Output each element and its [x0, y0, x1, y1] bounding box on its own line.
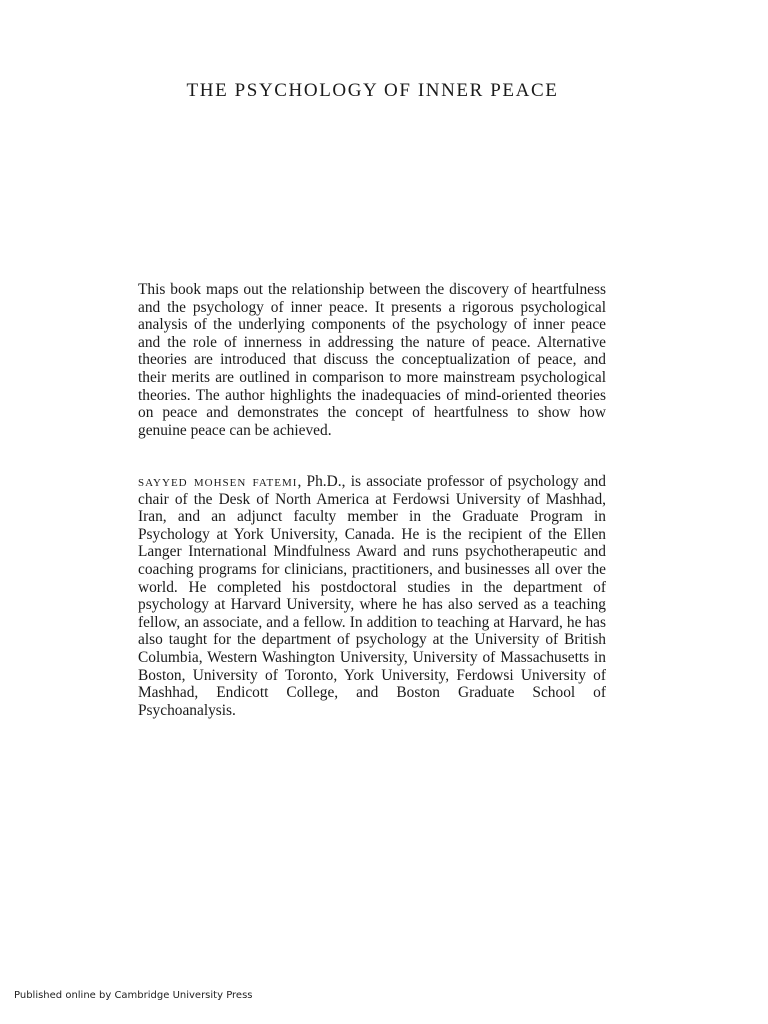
author-name: sayyed mohsen fatemi [138, 473, 298, 490]
book-description: This book maps out the relationship between the discovery of heartfulness and the psychology of inner peace. It presents a rigorous psychological analysis of the underlying components of the psychology of inner peace and the role of innerness in addressing the nature of peace. Alternative theories are introduced that discuss the conceptualization of peace, and their merits are outlined in comparison to more mainstream psychological theories. The author highlights the inadequacies of mind-oriented theories on peace and demonstrates the concept of heartfulness to show how genuine peace can be achieved. [138, 281, 606, 439]
publisher-footer: Published online by Cambridge University Press [14, 990, 253, 1001]
author-bio [138, 473, 606, 719]
author-bio-text: , Ph.D., is associate professor of psychology and chair of the Desk of North America at Ferdowsi University of Mashhad, Iran, and an adjunct faculty member in the Graduate Program in Psychology at York University, Canada. He is the recipient of the Ellen Langer International Mindfulness Award and runs psychotherapeutic and coaching programs for clinicians, practitioners, and businesses all over the world. He completed his postdoctoral studies in the department of psychology at Harvard University, where he has also served as a teaching fellow, an associate, and a fellow. In addition to teaching at Harvard, he has also taught for the department of psychology at the University of British Columbia, Western Washington University, University of Massachusetts in Boston, University of Toronto, York University, Ferdowsi University of Mashhad, Endicott College, and Boston Graduate School of Psychoanalysis. [138, 473, 606, 719]
book-title: THE PSYCHOLOGY OF INNER PEACE [186, 80, 559, 101]
